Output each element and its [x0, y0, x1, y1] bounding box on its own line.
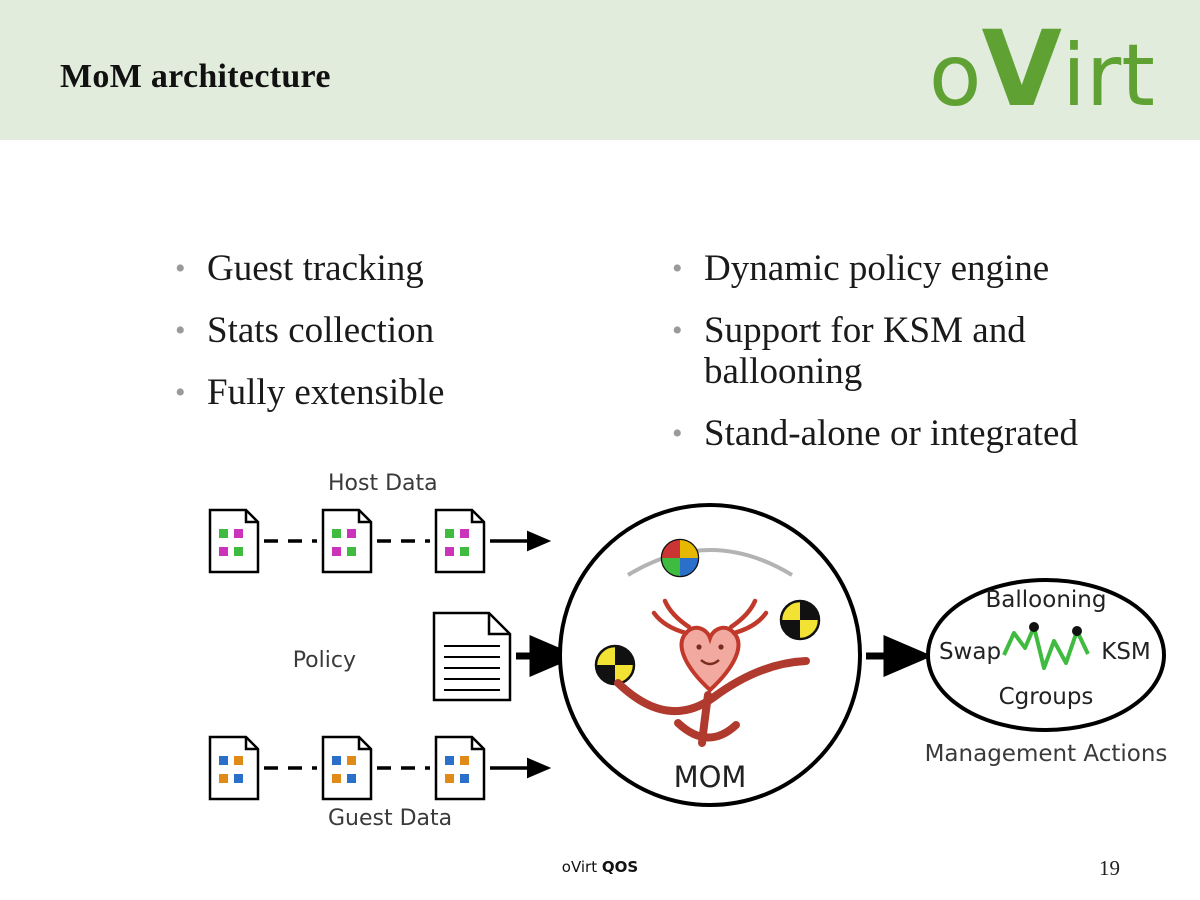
- list-item: [175, 310, 625, 352]
- bullet-label: Support for KSM and ballooning: [704, 310, 1026, 393]
- bullet-column-right: [672, 248, 1167, 475]
- bullet-marker-icon: •: [672, 252, 683, 285]
- mom-label: MOM: [673, 760, 747, 794]
- cgroups-label: Cgroups: [998, 684, 1094, 710]
- logo-part-irt: irt: [1062, 26, 1155, 126]
- bullet-label: Fully extensible: [207, 372, 445, 413]
- footer-topic: QOS: [601, 858, 639, 876]
- host-data-document-2: [323, 510, 371, 572]
- footer-label: [0, 858, 1200, 876]
- bullet-marker-icon: •: [672, 416, 683, 450]
- list-item: [175, 248, 625, 290]
- bullet-marker-icon: •: [175, 376, 186, 409]
- guest-data-document-3: [436, 737, 484, 799]
- list-item: [672, 413, 1167, 455]
- page-number: 19: [1099, 856, 1120, 880]
- page-title: MoM architecture: [60, 58, 331, 95]
- bullet-marker-icon: •: [672, 314, 683, 347]
- juggling-ball-left: [596, 646, 634, 684]
- header-divider: [0, 140, 1200, 143]
- bullet-label: Stats collection: [207, 310, 435, 351]
- guest-data-document-1: [210, 737, 258, 799]
- bullet-marker-icon: •: [175, 314, 186, 347]
- bullet-marker-icon: •: [175, 252, 186, 285]
- list-item: [672, 248, 1167, 290]
- bullet-label: Stand-alone or integrated: [704, 412, 1078, 454]
- host-data-document-1: [210, 510, 258, 572]
- host-data-label: Host Data: [328, 471, 438, 496]
- list-item: [175, 372, 625, 414]
- juggling-ball-right: [781, 601, 819, 639]
- guest-data-label: Guest Data: [328, 806, 453, 831]
- ballooning-label: Ballooning: [985, 587, 1107, 613]
- guest-data-document-2: [323, 737, 371, 799]
- host-data-document-3: [436, 510, 484, 572]
- logo-part-o: o: [928, 26, 982, 126]
- bullet-label: Guest tracking: [207, 248, 424, 289]
- bullet-column-left: [175, 248, 625, 434]
- policy-label: Policy: [292, 648, 356, 673]
- management-actions-label: Management Actions: [924, 741, 1168, 767]
- policy-document: [434, 613, 510, 700]
- bullet-label: Dynamic policy engine: [704, 248, 1050, 289]
- mom-architecture-diagram: [180, 455, 1170, 845]
- list-item: [672, 310, 1167, 393]
- juggling-ball-top: [662, 540, 698, 576]
- footer-brand: oVirt: [561, 858, 598, 876]
- ovirt-logo: [928, 8, 1155, 130]
- logo-part-v: V: [981, 8, 1063, 130]
- ksm-label: KSM: [1101, 639, 1151, 665]
- swap-label: Swap: [938, 639, 1002, 665]
